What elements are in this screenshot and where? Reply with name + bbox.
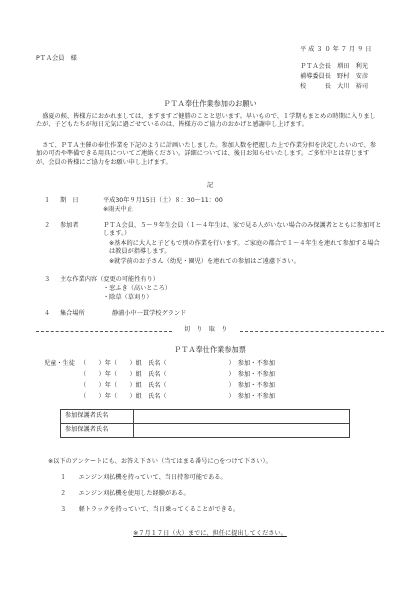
item-3-line: ・窓ふき（高いところ） — [103, 285, 172, 292]
child-label: 児童・生徒 — [44, 360, 75, 367]
guardian-row — [61, 424, 350, 438]
item-1-num: １ — [44, 197, 51, 204]
survey-item-2[interactable] — [60, 490, 190, 498]
item-3-label: 主な作業内容（変更の可能性有り） — [60, 276, 159, 283]
item-2-line: ※就学前のお子さん（幼児・園児）を連れての参加はご遠慮下さい。 — [109, 258, 300, 265]
item-2-line: ＰＴＡ会員、５～９年生会員（１～４年生は、家で見る人がいない場合のみ保護者とともに参加可とします。） — [103, 222, 382, 238]
cut-line-left — [36, 331, 172, 332]
survey-num[interactable]: ３ — [60, 506, 67, 513]
ki-label: 記 — [206, 182, 214, 189]
date: 平 成 ３ ０ 年 ７ 月 ９ 日 — [300, 46, 372, 53]
sender-2 — [300, 73, 368, 81]
guardian-row — [61, 410, 350, 424]
item-1-line: ※雨天中止 — [103, 206, 133, 213]
item-1-label: 期 日 — [60, 197, 79, 204]
cut-line-label: 切 り 取 り — [184, 326, 228, 333]
sender-name: 野村 安彦 — [337, 73, 369, 80]
item-4-label: 集合場所 — [60, 310, 85, 317]
survey-num[interactable]: １ — [60, 474, 67, 481]
item-3-line: ・除草（草刈り） — [103, 294, 153, 301]
sender-role: ＰＴＡ会長 — [300, 63, 331, 70]
sender-role: 補導委員長 — [300, 73, 331, 80]
child-row[interactable]: （ ）年（ ）組 氏名（ ） 参加・不参加 — [80, 382, 275, 389]
survey-text: 軽トラックを持っていて、当日乗ってくることができる。 — [78, 506, 240, 513]
item-2-num: ２ — [44, 222, 51, 229]
guardian-table — [60, 409, 350, 438]
sender-name: 大川 裕司 — [337, 83, 369, 90]
child-row[interactable]: （ ）年（ ）組 氏名（ ） 参加・不参加 — [80, 360, 275, 367]
sender-1 — [300, 63, 368, 71]
body-paragraph-1: 盛夏の候、皆様方におかれましては、ますますご健勝のことと思います。早いもので、１学期もまとめの時期に入りましたが、子どもたちが毎日元気に過ごせているのは、皆様方のご協力のおかげと感謝申し上げます。 — [36, 113, 376, 129]
survey-item-1[interactable] — [60, 474, 227, 482]
guardian-name-field[interactable] — [134, 424, 350, 438]
survey-text: エンジン刈払機を持っていて、当日持参可能である。 — [78, 474, 227, 481]
guardian-label: 参加保護者氏名 — [61, 410, 134, 424]
deadline-note: ※７月１７日（火）までに、担任に提出してください。 — [133, 530, 287, 537]
sender-name: 増田 利光 — [337, 63, 369, 70]
item-3-num: ３ — [44, 276, 51, 283]
cut-line-right — [240, 331, 384, 332]
item-4-num: ４ — [44, 310, 51, 317]
child-row[interactable]: （ ）年（ ）組 氏名（ ） 参加・不参加 — [80, 371, 275, 378]
item-2-line: ※基本的に大人と子どもで別の作業を行います。ご家庭の都合で１～４年生を連れて参加する場合は教員が指導します。 — [109, 240, 380, 256]
addressee: PＴＡ会員 様 — [36, 55, 77, 62]
guardian-label: 参加保護者氏名 — [61, 424, 134, 438]
survey-intro: ※以下のアンケートにも、お答え下さい（当てはまる番号に○をつけて下さい）。 — [48, 458, 272, 465]
sender-role: 校 長 — [300, 83, 331, 90]
child-row[interactable]: （ ）年（ ）組 氏名（ ） 参加・不参加 — [80, 393, 275, 400]
item-4-line: 静浦小中一貫学校グランド — [112, 310, 187, 317]
item-1-line: 平成30年９月15日（土）８：30～11：00 — [103, 197, 223, 204]
survey-item-3[interactable] — [60, 506, 239, 514]
guardian-name-field[interactable] — [134, 410, 350, 424]
survey-text: エンジン刈払機を使用した経験がある。 — [78, 490, 190, 497]
item-2-label: 参加者 — [60, 222, 79, 229]
body-paragraph-2: さて、ＰＴＡ主催の奉仕作業を下記のように計画いたしました。参加人数を把握した上で作業分担を決定したいので、参加の可否や準備できる用具についてご連絡ください。詳細については、後日お知らせいたします。ご多忙中とは存じますが、会員の皆様にご協力をお願い申し上げます。 — [36, 142, 377, 166]
survey-num[interactable]: ２ — [60, 490, 67, 497]
form-title: ＰＴＡ奉仕作業参加票 — [174, 345, 246, 354]
sender-3 — [300, 83, 368, 91]
page-title: ＰＴＡ奉仕作業参加のお願い — [163, 99, 257, 108]
